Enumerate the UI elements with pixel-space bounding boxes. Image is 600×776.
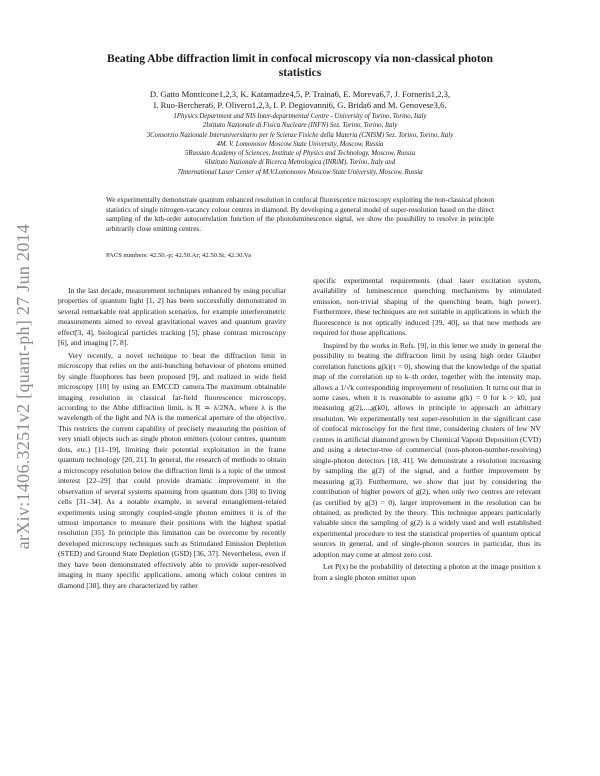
arxiv-id-text: arXiv:1406.3251v2 [quant-ph] 27 Jun 2014: [13, 223, 34, 549]
author-list: [85, 89, 515, 111]
pacs-numbers: PACS numbers: 42.50.-p; 42.50.Ar; 42.50.St; 42.30.Va: [106, 252, 252, 259]
affiliation-line: 3Consorzio Nazionale Interuniversitario per le Scienze Fisiche della Materia (CNISM) Sez. Torino, Torino, Italy: [146, 131, 454, 139]
author-line: I. Ruo-Berchera6, P. Olivero1,2,3, I. P. Degiovanni6, G. Brida6 and M. Genovese3,6.: [153, 100, 447, 110]
right-column: [313, 276, 541, 583]
paper-title: Beating Abbe diffraction limit in confocal microscopy via non-classical photon statistics: [107, 52, 493, 79]
body-paragraph: Let P(x) be the probability of detecting a photon at the image position x from a single photon emitter upon: [313, 562, 541, 582]
left-column: [58, 286, 286, 591]
body-paragraph: In the last decade, measurement techniques enhanced by using peculiar properties of quantum light [1, 2] has been successfully demonstrated in several remarkable real application scenarios, for example interferometric measurements aimed to reveal gravitational waves and quantum gravity effect[3, 4], biological particles tracking [5], phase contrast microscopy [6], and imaging [7, 8].: [58, 286, 286, 348]
author-line: D. Gatto Monticone1,2,3, K. Katamadze4,5, P. Traina6, E. Moreva6,7, J. Forneris1,2,3,: [149, 89, 451, 99]
affiliation-line: 1Physics Department and NIS Inter-departmental Centre - University of Torino, Torino, Italy: [173, 113, 427, 120]
affiliation-line: 7International Laser Center of M.V.Lomonosov Moscow State University, Moscow, Russia: [177, 168, 423, 176]
affiliation-list: [58, 112, 542, 177]
paper-header: [58, 52, 542, 177]
body-paragraph: Very recently, a novel technique to beat the diffraction limit in microscopy that relies on the anti-bunching behaviour of photons emitted by single fluophores has been proposed [9], and realized in wide field microscopy [10] by using an EMCCD camera.The maximum obtainable imaging resolution in classical far-field fluorescence microscopy, according to the Abbe diffraction limit, is R ≃ λ/2NA, where λ is the wavelength of the light and NA is the numerical aperture of the objective. This restricts the current capability of precisely measuring the position of very small objects such as single photon emitters (colour centres, quantum dots, etc.) [11–19], limiting their potential exploitation in the frame quantum technology [20, 21]. In general, the research of methods to obtain a microscopy resolution below the diffraction limit is a topic of the utmost interest [22–29] that could provide dramatic improvement in the observation of several systems spanning from quantum dots [30] to living cells [31–34]. As a notable example, in several entanglement-related experiments using strongly coupled-single photon emitters it is of the utmost importance to measure their positions with the highest spatial resolution [35]. In principle this limitation can be overcome by recently developed microscopy techniques such as Stimulated Emission Depletion (STED) and Ground State Depletion (GSD) [36, 37]. Nevertheless, even if they have been demonstrated effectively able to provide super-resolved imaging in many specific applications, among which colour centres in diamond [38], they are characterized by rather: [58, 350, 286, 590]
body-paragraph: specific experimental requirements (dual laser excitation system, availability of luminescence quenching mechanisms by stimulated emission, non-trivial shaping of the quenching beam, high power). Furthermore, these techniques are not suitable in applications in which the fluorescence is not optically induced [39, 40], so that new methods are required for those applications.: [313, 276, 541, 338]
arxiv-identifier-stamp: [8, 196, 40, 576]
body-paragraph: Inspired by the works in Refs. [9], in this letter we study in general the possibility to beating the diffraction limit by using high order Glauber correlation functions g(k)(τ = 0), showing that the knowledge of the spatial map of the correlation up to k–th order, together with the intensity map, allows a 1/√k corresponding improvement of resolution. It turns out that in some cases, when it is reasonable to assume g(k) = 0 for k > k0, just measuring g(2),...,g(k0), allows in principle to approach an arbitrary resolution. We experimentally test super-resolution in the significant case of confocal microscopy for the first time, considering clusters of few NV centres in artificial diamond grown by Chemical Vapour Deposition (CVD) and using a detector-tree of commercial (non-photon-number-resolving) single-photon detectors [18, 41]. We demonstrate a resolution increasing by sampling the g(2) of the signal, and a further improvement by measuring g(3). Furthermore, we show that just by considering the contribution of higher powers of g(2), when only two centres are relevant (as certified by g(3) = 0), larger improvement in the resolution can be obtained, as predicted by the theory. This technique appears particularly valuable since the sampling of g(2) is a widely used and well established experimental procedure to test the statistical properties of quantum optical sources in general, and of single-photon sources in particular, thus its adoption may come at almost zero cost.: [313, 340, 541, 559]
affiliation-line: 2Istituto Nazionale di Fisica Nucleare (INFN) Sez. Torino, Torino, Italy: [202, 122, 398, 130]
affiliation-line: 5Russian Academy of Sciences, Institute of Physics and Technology, Moscow, Russia: [185, 150, 415, 158]
affiliation-line: 6Istituto Nazionale di Ricerca Metrologica (INRiM), Torino, Italy and: [204, 159, 396, 167]
abstract: We experimentally demonstrate quantum enhanced resolution in confocal fluorescence microscopy exploiting the non-classical photon statistics of single nitrogen-vacancy colour centres in diamond. By developing a general model of super-resolution based on the direct sampling of the kth-order autocorrelation function of the photoluminescence signal, we show the possibility to resolve in principle arbitrarily close emitting centres.: [106, 196, 494, 233]
affiliation-line: 4M. V. Lomonosov Moscow State University, Moscow, Russia: [216, 140, 384, 148]
